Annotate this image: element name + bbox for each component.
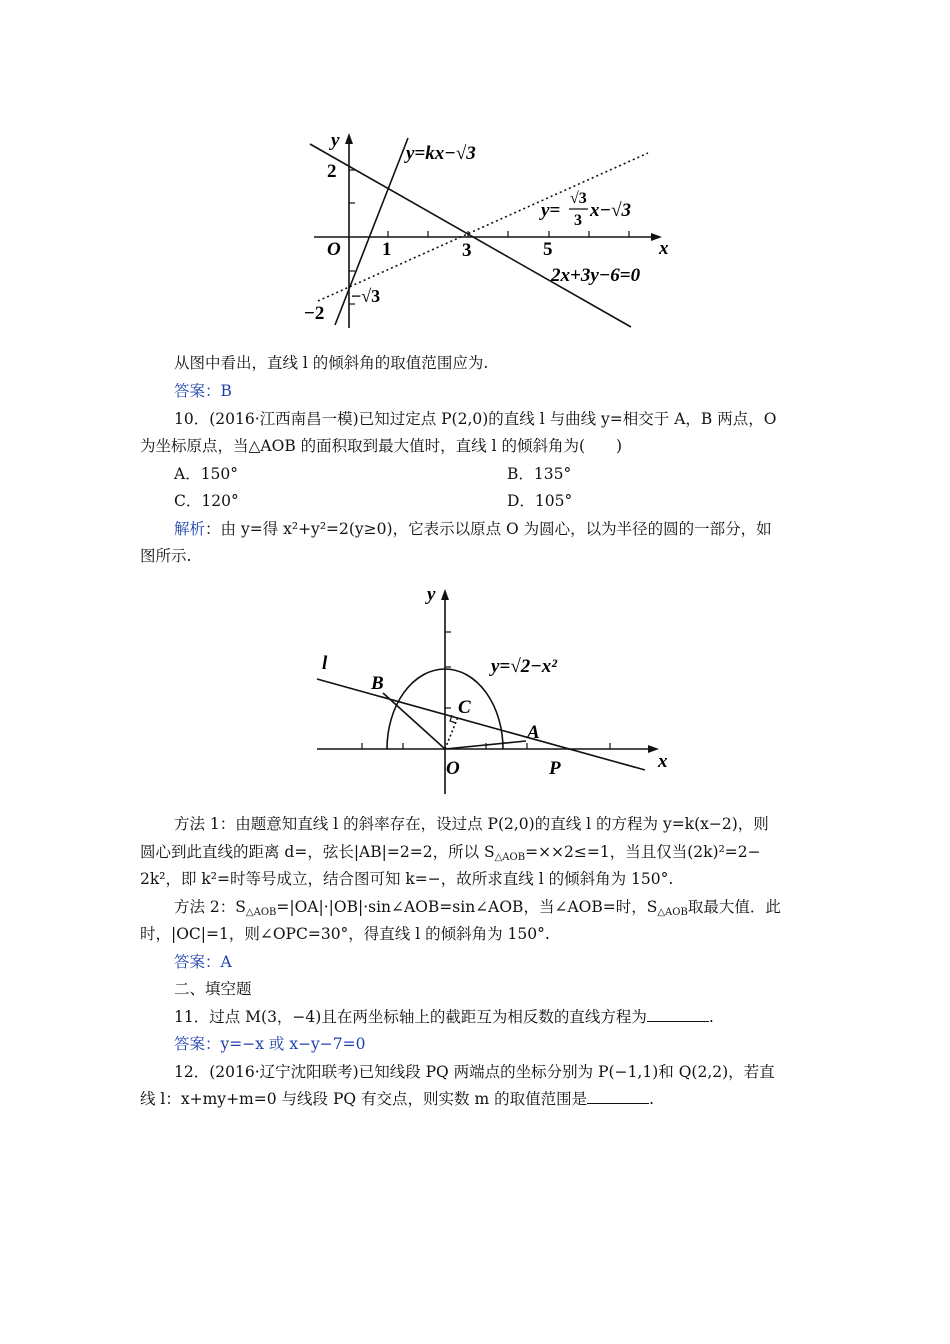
answer-2: 答案：A (174, 953, 232, 971)
point-o-label: O (446, 758, 460, 779)
subscript-aob: △AOB (494, 852, 526, 863)
point-c-label: C (458, 697, 471, 718)
line-l-label: l (322, 653, 328, 674)
tick-y-2: 2 (327, 161, 337, 182)
option-a: A．150° (174, 465, 239, 483)
dotted-line-label-left: y= (541, 200, 561, 221)
method-1-line2: 圆心到此直线的距离 d=，弦长|AB|=2=2，所以 S△AOB=××2≤=1，当且仅当(2k)²=2− (140, 843, 761, 863)
tick-y-neg2: −2 (304, 303, 325, 324)
answer-3: 答案：y=−x 或 x−y−7=0 (174, 1035, 366, 1053)
question-12-line2: 线 l：x+my+m=0 与线段 PQ 有交点，则实数 m 的取值范围是 . (140, 1090, 655, 1108)
point-a-label: A (527, 722, 540, 743)
line-l (317, 679, 645, 770)
x-ticks (388, 231, 629, 237)
analysis-line2: 图所示. (140, 547, 192, 565)
figure-2-semicircle (305, 580, 685, 795)
method-2-line2: 时，|OC|=1，则∠OPC=30°，得直线 l 的倾斜角为 150°. (140, 925, 550, 943)
section-fill-in: 二、填空题 (174, 980, 252, 998)
curve-label: y=√2−x² (491, 656, 557, 677)
question-12-line1: 12．(2016·辽宁沈阳联考)已知线段 PQ 两端点的坐标分别为 P(−1,1)和 Q(2,2)，若直 (174, 1063, 775, 1081)
axis-ticks (362, 632, 610, 749)
tick-x-3: 3 (462, 240, 472, 261)
origin-label: O (327, 239, 341, 260)
axis-y-label: y (427, 584, 436, 605)
option-d: D．105° (507, 492, 573, 510)
option-b: B．135° (507, 465, 572, 483)
analysis-label: 解析 (174, 520, 206, 538)
dotted-line-frac-num: √3 (570, 190, 587, 207)
y-axis-arrow (441, 589, 449, 600)
dotted-line-label-right: x−√3 (590, 200, 631, 221)
figure-1-line-graph (300, 128, 690, 334)
question-10-line1: 10．(2016·江西南昌一模)已知过定点 P(2,0)的直线 l 与曲线 y=相交于 A，B 两点，O (174, 410, 777, 428)
y-axis-arrow (345, 133, 353, 144)
option-c: C．120° (174, 492, 239, 510)
axis-y-label: y (331, 130, 340, 151)
point-p-label: P (549, 758, 561, 779)
tick-x-1: 1 (382, 239, 392, 260)
subscript-aob: △AOB (245, 907, 277, 918)
solid-line-label: 2x+3y−6=0 (551, 265, 641, 286)
subscript-aob: △AOB (657, 907, 688, 918)
point-b-label: B (371, 673, 384, 694)
dotted-line-frac-den: 3 (574, 212, 582, 229)
question-10-line2: 为坐标原点，当△AOB 的面积取到最大值时，直线 l 的倾斜角为( ) (140, 437, 623, 455)
answer-blank (587, 1089, 649, 1104)
axis-x-label: x (658, 751, 668, 772)
question-11: 11．过点 M(3，−4)且在两坐标轴上的截距互为相反数的直线方程为 . (174, 1008, 714, 1026)
paragraph-range: 从图中看出，直线 l 的倾斜角的取值范围应为. (174, 354, 489, 372)
tick-x-5: 5 (543, 239, 553, 260)
analysis-line1: 解析：由 y=得 x²+y²=2(y≥0)，它表示以原点 O 为圆心，以为半径的圆的一部分，如 (174, 520, 772, 538)
method-1-line3: 2k²，即 k²=时等号成立，结合图可知 k=−，故所求直线 l 的倾斜角为 150°. (140, 870, 674, 888)
line-k-label: y=kx−√3 (406, 143, 476, 164)
answer-1: 答案：B (174, 382, 232, 400)
axis-x-label: x (659, 238, 669, 259)
method-2-line1: 方法 2：S△AOB=|OA|·|OB|·sin∠AOB=sin∠AOB，当∠AOB=时，S△AOB取最大值．此 (174, 898, 781, 918)
minus-sqrt3-label: −√3 (351, 286, 381, 306)
segment-ob (383, 693, 445, 749)
method-1-line1: 方法 1：由题意知直线 l 的斜率存在，设过点 P(2,0)的直线 l 的方程为 y=k(x−2)，则 (174, 815, 769, 833)
answer-blank (647, 1007, 709, 1022)
